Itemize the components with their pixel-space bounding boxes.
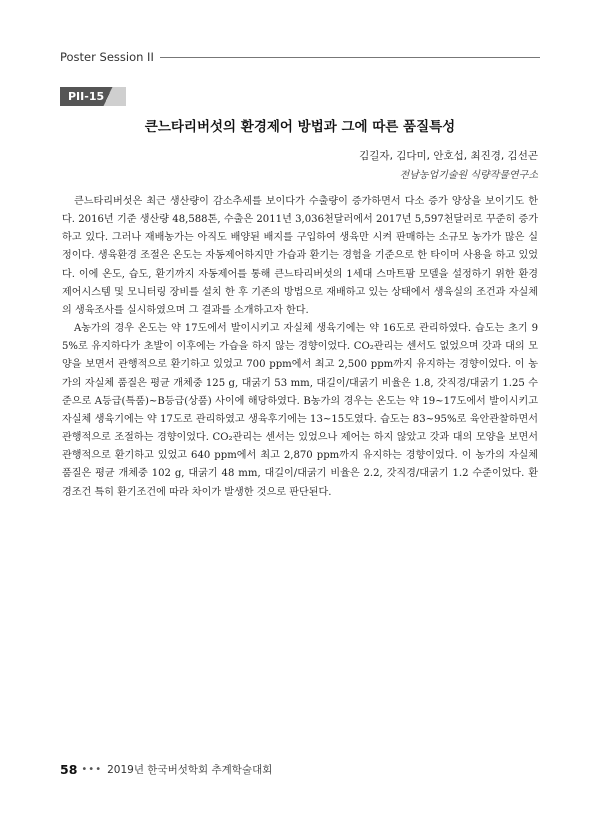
- poster-number-badge: PII-15: [60, 87, 126, 106]
- page-footer: [60, 760, 272, 778]
- abstract-paragraph-1: 큰느타리버섯은 최근 생산량이 감소추세를 보이다가 수출량이 증가하면서 다소 증가 양상을 보이기도 한다. 2016년 기준 생산량 48,588톤, 수출은 2011년 3,036천달러에서 2017년 5,597천달러로 꾸준히 증가하고 있다. 그러나 재배농가는 아직도 배양된 배지를 구입하여 생육만 시켜 판매하는 소규모 농가가 많은 실정이다. 생육환경 조절은 온도는 자동제어하지만 가습과 환기는 경험을 기준으로 한 타이머 사용을 하고 있었다. 이에 온도, 습도, 환기까지 자동제어를 통해 큰느타리버섯의 1세대 스마트팜 모델을 설정하기 위한 환경제어시스템 및 모니터링 장비를 설치 한 후 기존의 방법으로 재배하고 있는 상태에서 생육실의 조건과 자실체의 생육조사를 실시하였으며 그 결과를 소개하고자 한다.: [62, 196, 538, 316]
- footer-dots: •••: [81, 763, 103, 775]
- abstract-paragraph-2: A농가의 경우 온도는 약 17도에서 발이시키고 자실체 생육기에는 약 16도로 관리하였다. 습도는 초기 95%로 유지하다가 초발이 이후에는 가습을 하지 않는 경향이었다. CO₂관리는 센서도 없었으며 갓과 대의 모양을 보면서 관행적으로 환기하고 있었고 700 ppm에서 최고 2,500 ppm까지 유지하는 경향이었다. 이 농가의 자실체 품질은 평균 개체중 125 g, 대굵기 53 mm, 대길이/대굵기 비율은 1.8, 갓직경/대굵기 1.25 수준으로 A등급(특품)~B등급(상품) 사이에 해당하였다. B농가의 경우는 온도는 약 19~17도에서 발이시키고 자실체 생육기에는 약 17도로 관리하였고 생육후기에는 13~15도였다. 습도는 83~95%로 육안관찰하면서 관행적으로 조절하는 경향이었다. CO₂관리는 센서는 있었으나 제어는 하지 않았고 갓과 대의 모양을 보면서 관행적으로 환기하고 있었고 640 ppm에서 최고 2,870 ppm까지 유지하는 경향이었다. 이 농가의 자실체 품질은 평균 개체중 102 g, 대굵기 48 mm, 대길이/대굵기 비율은 2.2, 갓직경/대굵기 1.2 수준이었다. 환경조건 특히 환기조건에 따라 차이가 발생한 것으로 판단된다.: [62, 323, 538, 498]
- affiliation: 전남농업기술원 식량작물연구소: [399, 170, 538, 181]
- conference-name: 2019년 한국버섯학회 추계학술대회: [107, 763, 273, 776]
- abstract-body: [62, 193, 538, 502]
- header-rule: [160, 57, 540, 58]
- paper-title: 큰느타리버섯의 환경제어 방법과 그에 따른 품질특성: [144, 119, 456, 135]
- running-header: [60, 47, 540, 67]
- section-label: Poster Session II: [60, 50, 154, 64]
- page-number: 58: [60, 761, 78, 777]
- author-list: 김길자, 김다미, 안호섭, 최진경, 김선곤: [359, 150, 538, 162]
